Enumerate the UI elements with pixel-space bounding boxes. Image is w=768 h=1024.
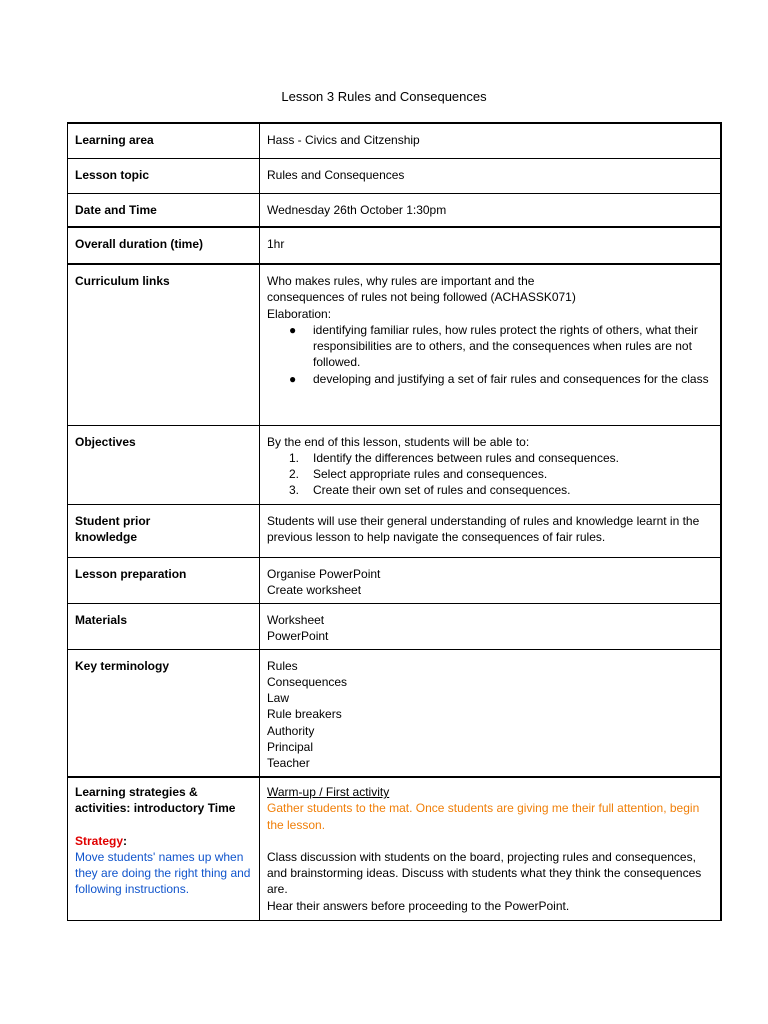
row-value: [260, 264, 722, 425]
row-value: [260, 649, 722, 777]
list-item: [289, 322, 713, 371]
label-line: knowledge: [75, 529, 138, 544]
list-item: [289, 371, 713, 387]
table-row: [68, 123, 722, 158]
table-row: [68, 158, 722, 193]
table-row: [68, 193, 722, 227]
term: Authority: [267, 723, 315, 738]
table-row: [68, 504, 722, 557]
objectives-intro: By the end of this lesson, students will be able to:: [267, 434, 530, 449]
line: Worksheet: [267, 612, 325, 627]
list-number: 2.: [289, 467, 300, 482]
row-value: [260, 777, 722, 920]
list-item-text: Select appropriate rules and consequences.: [313, 467, 548, 482]
list-item-text: developing and justifying a set of fair rules and consequences for the class: [313, 371, 709, 386]
row-label: Lesson topic: [68, 158, 260, 193]
list-item: [289, 482, 713, 498]
table-row: [68, 264, 722, 425]
term: Rules: [267, 658, 298, 673]
list-item: [289, 466, 713, 482]
strategy-label: Strategy: [75, 833, 124, 848]
list-number: 3.: [289, 483, 300, 498]
list-item: [289, 450, 713, 466]
term: Principal: [267, 739, 314, 754]
bullet-icon: ●: [289, 322, 297, 337]
line: PowerPoint: [267, 628, 329, 643]
line: Organise PowerPoint: [267, 566, 381, 581]
term: Teacher: [267, 756, 310, 771]
row-value: [260, 557, 722, 603]
table-row: [68, 227, 722, 264]
table-row: [68, 649, 722, 777]
list-item-text: identifying familiar rules, how rules protect the rights of others, what their responsibilities are to others, and the consequences when rules are not followed.: [313, 322, 698, 370]
row-label: Key terminology: [68, 649, 260, 777]
row-value: [260, 603, 722, 649]
label-line: activities: introductory Time: [75, 801, 236, 816]
curriculum-line: Who makes rules, why rules are important and the: [267, 274, 535, 288]
strategy-colon: :: [123, 833, 128, 848]
bullet-icon: ●: [289, 371, 297, 386]
row-value: Hass - Civics and Citzenship: [260, 123, 722, 158]
row-label: Overall duration (time): [68, 227, 260, 264]
curriculum-line: consequences of rules not being followed (ACHASSK071): [267, 290, 576, 305]
row-label: Lesson preparation: [68, 557, 260, 603]
term: Rule breakers: [267, 707, 342, 722]
table-row: [68, 603, 722, 649]
discussion-text: Class discussion with students on the board, projecting rules and consequences, and brainstorming ideas. Discuss with students what they think the consequences are.: [267, 849, 702, 897]
row-label: [68, 777, 260, 920]
label-line: Student prior: [75, 513, 151, 528]
row-value: Wednesday 26th October 1:30pm: [260, 193, 722, 227]
row-value: Rules and Consequences: [260, 158, 722, 193]
term: Law: [267, 691, 290, 706]
warmup-heading: Warm-up / First activity: [267, 785, 390, 799]
row-label: Curriculum links: [68, 264, 260, 425]
row-label: Materials: [68, 603, 260, 649]
strategy-text: Move students' names up when they are doing the right thing and following instructions.: [75, 849, 251, 897]
strategy-heading: [75, 833, 252, 849]
row-value: 1hr: [260, 227, 722, 264]
lesson-plan-table: [67, 122, 722, 921]
list-item-text: Identify the differences between rules and consequences.: [313, 450, 619, 465]
line: Create worksheet: [267, 582, 362, 597]
list-item-text: Create their own set of rules and consequences.: [313, 483, 571, 498]
row-value: Students will use their general understanding of rules and knowledge learnt in the previous lesson to help navigate the consequences of fair rules.: [260, 504, 722, 557]
list-number: 1.: [289, 450, 300, 465]
elaboration-label: Elaboration:: [267, 306, 332, 321]
objectives-list: [267, 450, 713, 499]
row-label: Learning area: [68, 123, 260, 158]
row-label: Date and Time: [68, 193, 260, 227]
row-label: [68, 504, 260, 557]
hear-text: Hear their answers before proceeding to the PowerPoint.: [267, 898, 570, 913]
warmup-text: Gather students to the mat. Once students are giving me their full attention, begin the lesson.: [267, 801, 700, 832]
table-row: [68, 425, 722, 504]
table-row: [68, 777, 722, 920]
row-label: Objectives: [68, 425, 260, 504]
page-title: Lesson 3 Rules and Consequences: [281, 89, 487, 104]
elaboration-list: [267, 322, 713, 387]
table-row: [68, 557, 722, 603]
label-line: Learning strategies &: [75, 785, 198, 799]
row-value: [260, 425, 722, 504]
term: Consequences: [267, 674, 348, 689]
